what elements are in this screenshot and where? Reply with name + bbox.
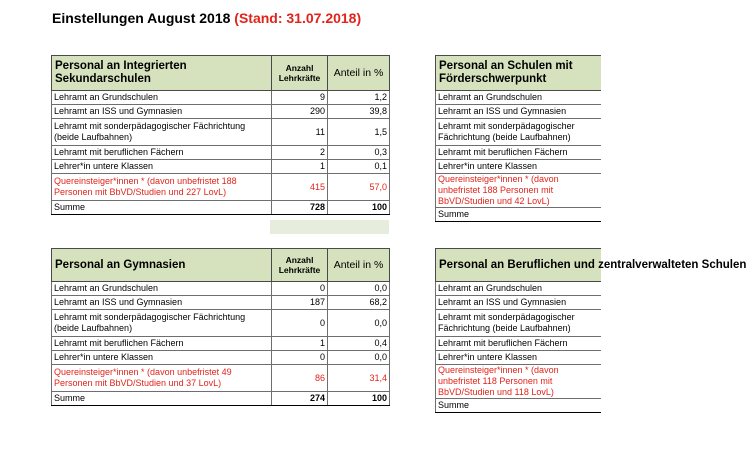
table-heading: Personal an Beruflichen und zentralverwalteten Schulen bbox=[436, 249, 601, 282]
col-header-anteil: Anteil in % bbox=[328, 249, 390, 282]
row-count: 0 bbox=[272, 310, 328, 337]
table-iss bbox=[51, 55, 390, 215]
row-count: 187 bbox=[272, 296, 328, 310]
table-heading: Personal an Gymnasien bbox=[52, 249, 272, 282]
title-stand: (Stand: 31.07.2018) bbox=[234, 10, 362, 26]
sum-percent: 100 bbox=[328, 392, 390, 406]
sum-count: 728 bbox=[272, 201, 328, 215]
sum-label: Summe bbox=[52, 201, 272, 215]
row-label: Quereinsteiger*innen * (davon unbefristet 118 Personen mit BbVD/Studien und 118 LovL) bbox=[436, 365, 601, 399]
row-count: 0 bbox=[272, 282, 328, 296]
table-heading: Personal an Integrierten Sekundarschulen bbox=[52, 56, 272, 91]
col-header-anteil: Anteil in % bbox=[328, 56, 390, 91]
sum-label: Summe bbox=[52, 392, 272, 406]
table-gym bbox=[51, 248, 390, 406]
row-count: 11 bbox=[272, 119, 328, 146]
row-label: Quereinsteiger*innen * (davon unbefristet 188 Personen mit BbVD/Studien und 227 LovL) bbox=[52, 174, 272, 201]
table-beruflich bbox=[435, 248, 746, 413]
row-label: Quereinsteiger*innen * (davon unbefristet 188 Personen mit BbVD/Studien und 42 LovL) bbox=[436, 174, 601, 208]
sum-label: Summe bbox=[436, 399, 601, 413]
sum-count: 274 bbox=[272, 392, 328, 406]
row-percent: 57,0 bbox=[328, 174, 390, 201]
row-count: 290 bbox=[272, 105, 328, 119]
row-percent: 0,1 bbox=[328, 160, 390, 174]
row-label: Lehrer*in untere Klassen bbox=[436, 160, 601, 174]
row-label: Quereinsteiger*innen * (davon unbefristet 49 Personen mit BbVD/Studien und 37 LovL) bbox=[52, 365, 272, 392]
row-percent: 0,3 bbox=[328, 146, 390, 160]
row-count: 86 bbox=[272, 365, 328, 392]
row-percent: 0,4 bbox=[328, 337, 390, 351]
title-main: Einstellungen August 2018 bbox=[52, 10, 231, 26]
page-title bbox=[52, 10, 361, 26]
col-header-anzahl: Anzahl Lehrkräfte bbox=[272, 249, 328, 282]
row-count: 0 bbox=[272, 351, 328, 365]
row-label: Lehrer*in untere Klassen bbox=[436, 351, 601, 365]
row-percent: 1,5 bbox=[328, 119, 390, 146]
shade-strip bbox=[270, 220, 389, 234]
row-label: Lehrer*in untere Klassen bbox=[52, 160, 272, 174]
row-label: Lehramt an Grundschulen bbox=[436, 282, 601, 296]
row-percent: 1,2 bbox=[328, 91, 390, 105]
row-count: 415 bbox=[272, 174, 328, 201]
row-label: Lehrer*in untere Klassen bbox=[52, 351, 272, 365]
table-foerder bbox=[435, 55, 601, 222]
row-percent: 0,0 bbox=[328, 282, 390, 296]
row-label: Lehramt mit beruflichen Fächern bbox=[52, 146, 272, 160]
row-count: 9 bbox=[272, 91, 328, 105]
row-label: Lehramt mit sonderpädagogischer Fächrichtung (beide Laufbahnen) bbox=[436, 310, 601, 337]
row-percent: 0,0 bbox=[328, 351, 390, 365]
row-label: Lehramt mit beruflichen Fächern bbox=[436, 337, 601, 351]
row-percent: 39,8 bbox=[328, 105, 390, 119]
row-percent: 31,4 bbox=[328, 365, 390, 392]
row-label: Lehramt an ISS und Gymnasien bbox=[436, 296, 601, 310]
row-label: Lehramt an Grundschulen bbox=[52, 91, 272, 105]
sum-percent: 100 bbox=[328, 201, 390, 215]
row-percent: 68,2 bbox=[328, 296, 390, 310]
row-label: Lehramt an ISS und Gymnasien bbox=[52, 296, 272, 310]
row-count: 2 bbox=[272, 146, 328, 160]
row-label: Lehramt an Grundschulen bbox=[436, 91, 601, 105]
sum-label: Summe bbox=[436, 208, 601, 222]
row-count: 1 bbox=[272, 337, 328, 351]
row-label: Lehramt an ISS und Gymnasien bbox=[52, 105, 272, 119]
row-label: Lehramt mit sonderpädagogischer Fächrichtung (beide Laufbahnen) bbox=[436, 119, 601, 146]
col-header-anzahl: Anzahl Lehrkräfte bbox=[272, 56, 328, 91]
row-label: Lehramt an ISS und Gymnasien bbox=[436, 105, 601, 119]
row-label: Lehramt an Grundschulen bbox=[52, 282, 272, 296]
row-label: Lehramt mit sonderpädagogischer Fächrichtung (beide Laufbahnen) bbox=[52, 310, 272, 337]
row-label: Lehramt mit sonderpädagogischer Fächrichtung (beide Laufbahnen) bbox=[52, 119, 272, 146]
row-label: Lehramt mit beruflichen Fächern bbox=[52, 337, 272, 351]
row-count: 1 bbox=[272, 160, 328, 174]
row-label: Lehramt mit beruflichen Fächern bbox=[436, 146, 601, 160]
row-percent: 0,0 bbox=[328, 310, 390, 337]
table-heading: Personal an Schulen mit Förderschwerpunkt bbox=[436, 56, 601, 91]
